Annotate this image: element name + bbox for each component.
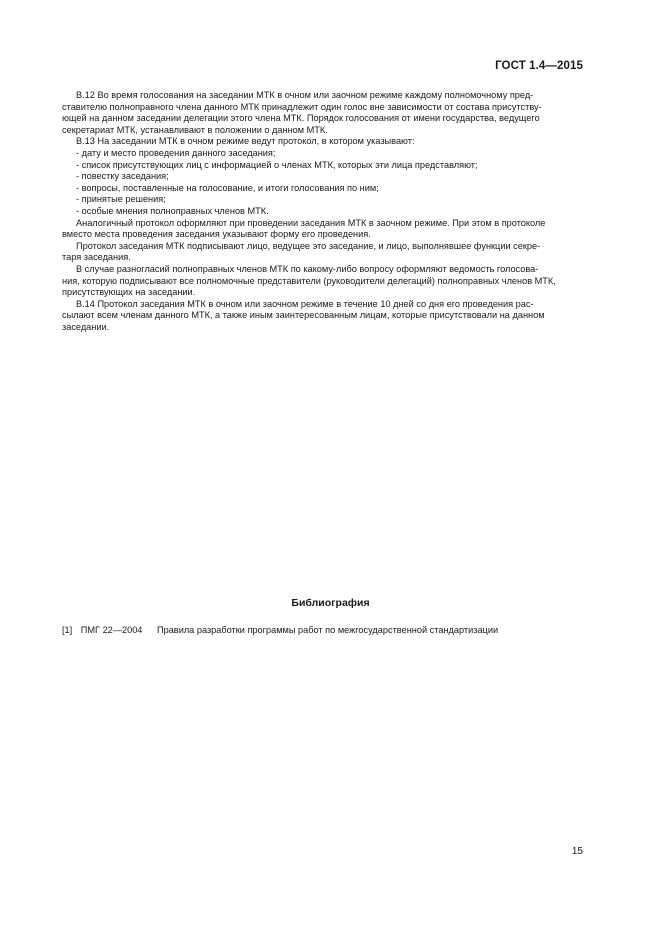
paragraph-signature-line-1: Протокол заседания МТК подписывают лицо, ведущее это заседание, и лицо, выполнявшее функции секре- [76, 240, 541, 251]
paragraph-b12-line-4: секретариат МТК, устанавливают в положении о данном МТК. [62, 124, 328, 135]
reference-title: Правила разработки программы работ по межгосударственной стандартизации [156, 625, 499, 635]
page-number: 15 [571, 846, 583, 857]
paragraph-disagreement-line-3: присутствующих на заседании. [62, 287, 196, 298]
list-item: - принятые решения; [76, 194, 166, 205]
paragraph-analog-line-2: вместо места проведения заседания указывают форму его проведения. [62, 229, 371, 240]
document-code: ГОСТ 1.4—2015 [495, 60, 583, 72]
paragraph-b13: В.13 На заседании МТК в очном режиме ведут протокол, в котором указывают: [76, 136, 415, 147]
paragraph-b12-line-2: ставителю полноправного члена данного МТК принадлежит один голос вне зависимости от состава присутству- [62, 101, 542, 112]
reference-number: [1] [62, 625, 73, 635]
list-item: - вопросы, поставленные на голосование, и итоги голосования по ним; [76, 182, 379, 193]
paragraph-b12-line-1: В.12 Во время голосования на заседании МТК в очном или заочном режиме каждому полномочному пред- [76, 90, 534, 100]
paragraph-b14-line-1: В.14 Протокол заседания МТК в очном или заочном режиме в течение 10 дней со дня его проведения рас- [76, 298, 534, 309]
list-item: - особые мнения полноправных членов МТК. [76, 205, 269, 216]
list-item: - дату и место проведения данного заседания; [76, 147, 276, 158]
bibliography-title: Библиография [291, 597, 370, 609]
list-item: - повестку заседания; [76, 171, 169, 182]
document-body [62, 90, 584, 333]
list-item: - список присутствующих лиц с информацией о членах МТК, которых эти лица представляют; [76, 159, 478, 170]
paragraph-disagreement-line-2: ния, которую подписывают все полномочные представители (руководители делегаций) полноправных членов МТК, [62, 275, 556, 286]
paragraph-b14-line-2: сылают всем членам данного МТК, а также иным заинтересованным лицам, которые присутствовали на данном [62, 310, 545, 321]
paragraph-analog-line-1: Аналогичный протокол оформляют при проведении заседания МТК в заочном режиме. При этом в протоколе [76, 217, 546, 228]
reference-document: ПМГ 22—2004 [80, 625, 143, 635]
paragraph-b12-line-3: ющей на данном заседании делегации этого члена МТК. Порядок голосования от имени государства, ведущего [62, 113, 540, 124]
bibliography-entry [62, 625, 592, 637]
paragraph-disagreement-line-1: В случае разногласий полноправных членов МТК по какому-либо вопросу оформляют ведомость голосова- [76, 263, 539, 274]
paragraph-b14-line-3: заседании. [62, 321, 110, 332]
paragraph-signature-line-2: таря заседания. [62, 252, 131, 263]
